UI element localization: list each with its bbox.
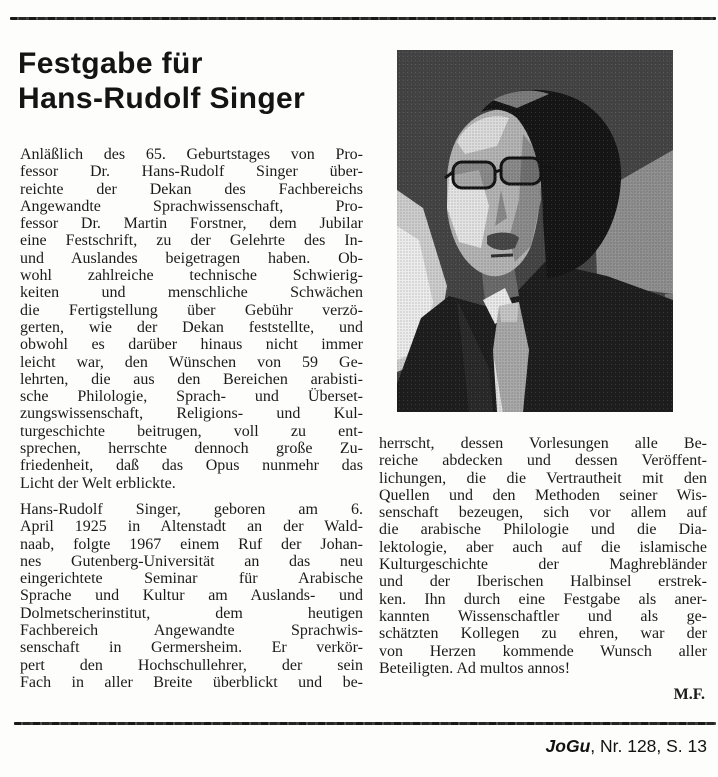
text-line: lektologie, aber auch auf die islamische (379, 538, 707, 556)
paragraph-1 (20, 146, 363, 492)
text-line: Fachbereich Angewandte Sprachwis- (20, 622, 363, 640)
text-line: fessor Dr. Martin Forstner, dem Jubilar (20, 215, 363, 233)
text-line: Fach in aller Breite überblickt und be- (20, 673, 363, 691)
portrait-photo (397, 50, 673, 412)
top-rule (10, 17, 716, 20)
right-column (379, 435, 707, 703)
text-line: Quellen und den Methoden seiner Wis- (379, 486, 707, 504)
text-line: Hans-Rudolf Singer, geboren am 6. (20, 500, 363, 518)
text-line: sche Philologie, Sprach- und Überset- (20, 388, 363, 406)
text-line: schätzten Kollegen zu ehren, war der (379, 625, 707, 643)
text-line: Beteiligten. Ad multos annos! (379, 659, 571, 677)
text-line: eingerichtete Seminar für Arabische (20, 570, 363, 588)
issue-reference: , Nr. 128, S. 13 (590, 736, 707, 756)
text-line: pert den Hochschullehrer, der sein (20, 656, 363, 674)
text-line: lehrten, die aus den Bereichen arabisti- (20, 370, 363, 388)
text-line: Anläßlich des 65. Geburtstages von Pro- (20, 146, 363, 163)
paragraph-3 (379, 435, 707, 677)
text-line: naab, folgte 1967 einem Ruf der Johan- (20, 535, 363, 553)
text-line: turgeschichte beitrugen, voll zu ent- (20, 422, 363, 440)
text-line: und Auslandes beigetragen haben. Ob- (20, 249, 363, 267)
text-line: friedenheit, daß das Opus nunmehr das (20, 457, 363, 475)
text-line: obwohl es darüber hinaus nicht immer (20, 336, 363, 354)
text-line: Kulturgeschichte der Maghrebländer (379, 556, 707, 574)
text-line: senschaft in Germersheim. Er verkör- (20, 639, 363, 657)
text-line: die arabische Philologie und die Dia- (379, 521, 707, 539)
text-line: wohl zahlreiche technische Schwierig- (20, 267, 363, 285)
text-line: zungswissenschaft, Religions- und Kul- (20, 405, 363, 423)
paragraph-2 (20, 501, 363, 691)
author-initials: M.F. (673, 686, 705, 704)
text-line: gerten, wie der Dekan feststellte, und (20, 318, 363, 336)
text-line: leicht war, den Wünschen von 59 Ge- (20, 353, 363, 371)
text-line: und der Iberischen Halbinsel erstrek- (379, 573, 707, 591)
text-line: reiche abdecken und dessen Veröffent- (379, 452, 707, 470)
text-line: Angewandte Sprachwissenschaft, Pro- (20, 197, 363, 215)
text-line: nes Gutenberg-Universität an das neu (20, 552, 363, 570)
page-footer (546, 736, 707, 757)
portrait-photo-illustration (397, 50, 673, 412)
text-line: von Herzen kommende Wunsch aller (379, 642, 707, 660)
text-line: senschaft bezeugen, sich vor allem auf (379, 504, 707, 522)
text-line: Sprache und Kultur am Auslands- und (20, 587, 363, 605)
text-line: sprechen, herrschte dennoch große Zu- (20, 440, 363, 458)
text-line: Licht der Welt erblickte. (20, 474, 176, 492)
left-column (20, 146, 363, 691)
journal-name: JoGu (545, 736, 591, 756)
article-title (18, 46, 305, 116)
text-line: kannten Wissenschaftler und als ge- (379, 607, 707, 625)
text-line: eine Festschrift, zu der Gelehrte des In- (20, 232, 363, 250)
text-line: ken. Ihn durch eine Festgabe als aner- (379, 590, 707, 608)
text-line: lichungen, die die Vertrautheit mit den (379, 469, 707, 487)
text-line: keiten und menschliche Schwächen (20, 284, 363, 302)
text-line: die Fertigstellung über Gebühr verzö- (20, 301, 363, 319)
article-title-line2: Hans-Rudolf Singer (18, 82, 306, 115)
text-line: fessor Dr. Hans-Rudolf Singer über- (20, 163, 363, 181)
text-line: herrscht, dessen Vorlesungen alle Be- (379, 435, 707, 452)
text-line: Dolmetscherinstitut, dem heutigen (20, 604, 363, 622)
bottom-rule (14, 722, 716, 725)
article-title-line1: Festgabe für (18, 47, 203, 80)
text-line: April 1925 in Altenstadt an der Wald- (20, 518, 363, 536)
text-line: reichte der Dekan des Fachbereichs (20, 180, 363, 198)
